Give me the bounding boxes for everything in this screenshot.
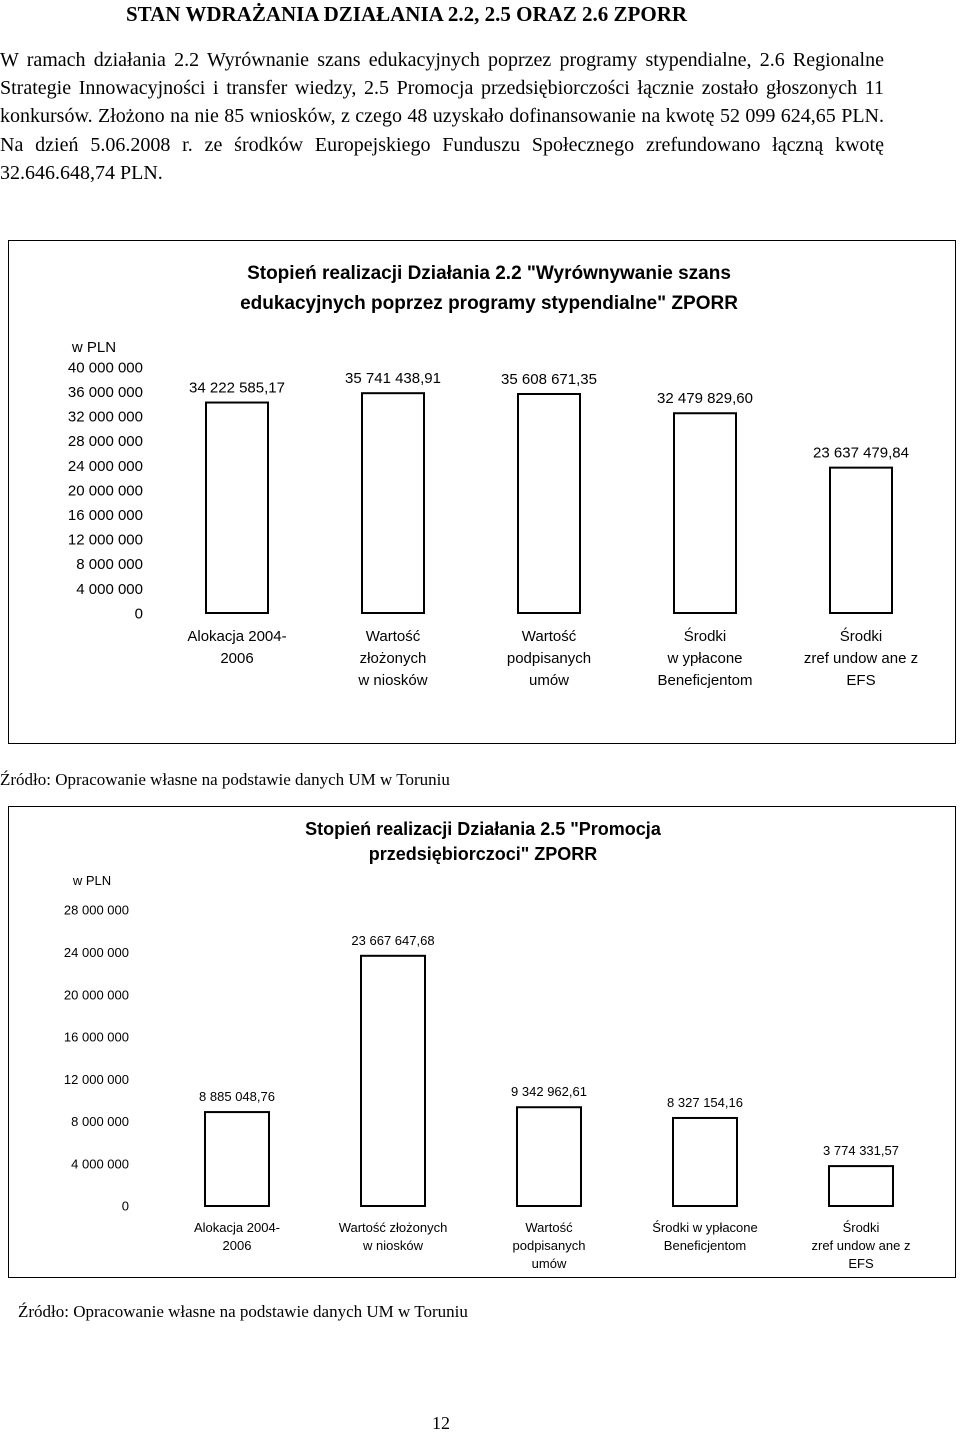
category-label: Beneficjentom [657,672,753,689]
y-tick-label: 16 000 000 [67,507,143,524]
category-label: Środki [839,628,883,645]
category-label: zref undow ane z [803,650,919,667]
y-tick-label: 0 [134,605,143,623]
category-label: w niosków [358,672,428,689]
bar-value-label: 34 222 585,17 [189,379,285,397]
bar-value-label: 23 667 647,68 [351,932,435,948]
category-label: w ypłacone [667,650,743,667]
y-tick-label: 0 [121,1198,129,1214]
category-label: w niosków [363,1238,423,1253]
intro-paragraph: W ramach działania 2.2 Wyrównanie szans edukacyjnych poprzez programy stypendialne, 2.6 Regionalne Strategie Innowacyjności i transfer wiedzy, 2.5 Promocja przedsiębiorczości łącznie zostało głoszonych 11 konkursów. Złożono na nie 85 wniosków, z czego 48 uzyskało dofinansowanie na kwotę 52 099 624,65 PLN. Na dzień 5.06.2008 r. ze środków Europejskiego Funduszu Społecznego zrefundowano łączną kwotę 32.646.648,74 PLN. [0,49,884,184]
category-label: zref undow ane z [811,1238,911,1253]
category-label: Alokacja 2004- [187,628,287,645]
bar [206,403,268,613]
y-tick-label: 24 000 000 [67,457,143,475]
page-number: 12 [432,1413,450,1433]
bar [205,1112,269,1206]
y-tick-label: 4 000 000 [71,1156,129,1172]
y-tick-label: 20 000 000 [63,987,129,1003]
y-axis-label: w PLN [72,873,112,888]
chart-title-line: Stopień realizacji Działania 2.5 "Promocja [305,819,661,839]
category-label: Alokacja 2004- [194,1220,280,1235]
chart-title-line: edukacyjnych poprzez programy stypendialne" ZPORR [240,293,738,314]
bar-value-label: 32 479 829,60 [657,390,753,408]
source-note-chart-2-2: Źródło: Opracowanie własne na podstawie danych UM w Toruniu [0,770,450,789]
bar [517,1107,581,1206]
bar [829,1166,893,1206]
category-label: podpisanych [506,650,592,667]
chart-title-line: Stopień realizacji Działania 2.2 "Wyrównywanie szans [247,263,731,284]
category-label: Wartość [521,628,577,645]
bar-value-label: 35 741 438,91 [345,370,441,388]
category-label: Środki w ypłacone [652,1220,758,1235]
chart-2-5 [9,807,955,1277]
source-note-chart-2-5: Źródło: Opracowanie własne na podstawie danych UM w Toruniu [18,1302,468,1321]
category-label: umów [531,1256,567,1271]
category-label: 2006 [220,650,254,667]
category-label: Wartość [525,1220,573,1235]
y-tick-label: 12 000 000 [67,531,143,549]
bar-value-label: 8 885 048,76 [199,1089,275,1105]
y-tick-label: 20 000 000 [67,482,143,500]
category-label: Środki [683,628,727,645]
page-heading: STAN WDRAŻANIA DZIAŁANIA 2.2, 2.5 ORAZ 2.6 ZPORR [126,2,688,26]
y-tick-label: 4 000 000 [76,580,143,598]
bar-value-label: 3 774 331,57 [823,1143,899,1159]
bar [361,956,425,1206]
category-label: Wartość złożonych [338,1220,448,1235]
bar-value-label: 8 327 154,16 [667,1094,743,1110]
bar-value-label: 9 342 962,61 [511,1084,587,1100]
chart-title-line: przedsiębiorczoci" ZPORR [368,844,598,864]
bar [362,393,424,613]
bar-value-label: 23 637 479,84 [813,444,909,462]
y-tick-label: 32 000 000 [67,408,143,426]
category-label: Środki [842,1220,880,1235]
bar [674,413,736,613]
y-tick-label: 16 000 000 [63,1029,129,1045]
category-label: Wartość [365,628,421,645]
y-tick-label: 8 000 000 [71,1114,129,1130]
y-tick-label: 12 000 000 [63,1071,129,1087]
category-label: umów [528,672,570,689]
y-tick-label: 40 000 000 [67,359,143,377]
y-tick-label: 8 000 000 [76,556,143,574]
chart-2-2 [9,241,955,743]
y-tick-label: 36 000 000 [67,384,143,401]
y-tick-label: 28 000 000 [63,902,129,918]
y-axis-label: w PLN [71,339,117,356]
bar [673,1118,737,1206]
category-label: podpisanych [512,1238,586,1253]
category-label: złożonych [359,650,427,667]
chart-2-5-frame [8,806,956,1278]
bar [830,468,892,613]
category-label: EFS [846,672,876,689]
y-tick-label: 28 000 000 [67,433,143,451]
y-tick-label: 24 000 000 [63,944,129,960]
category-label: EFS [848,1256,874,1271]
chart-2-2-frame [8,240,956,744]
bar-value-label: 35 608 671,35 [501,371,597,389]
bar [518,394,580,613]
category-label: 2006 [222,1238,252,1253]
category-label: Beneficjentom [663,1238,747,1253]
